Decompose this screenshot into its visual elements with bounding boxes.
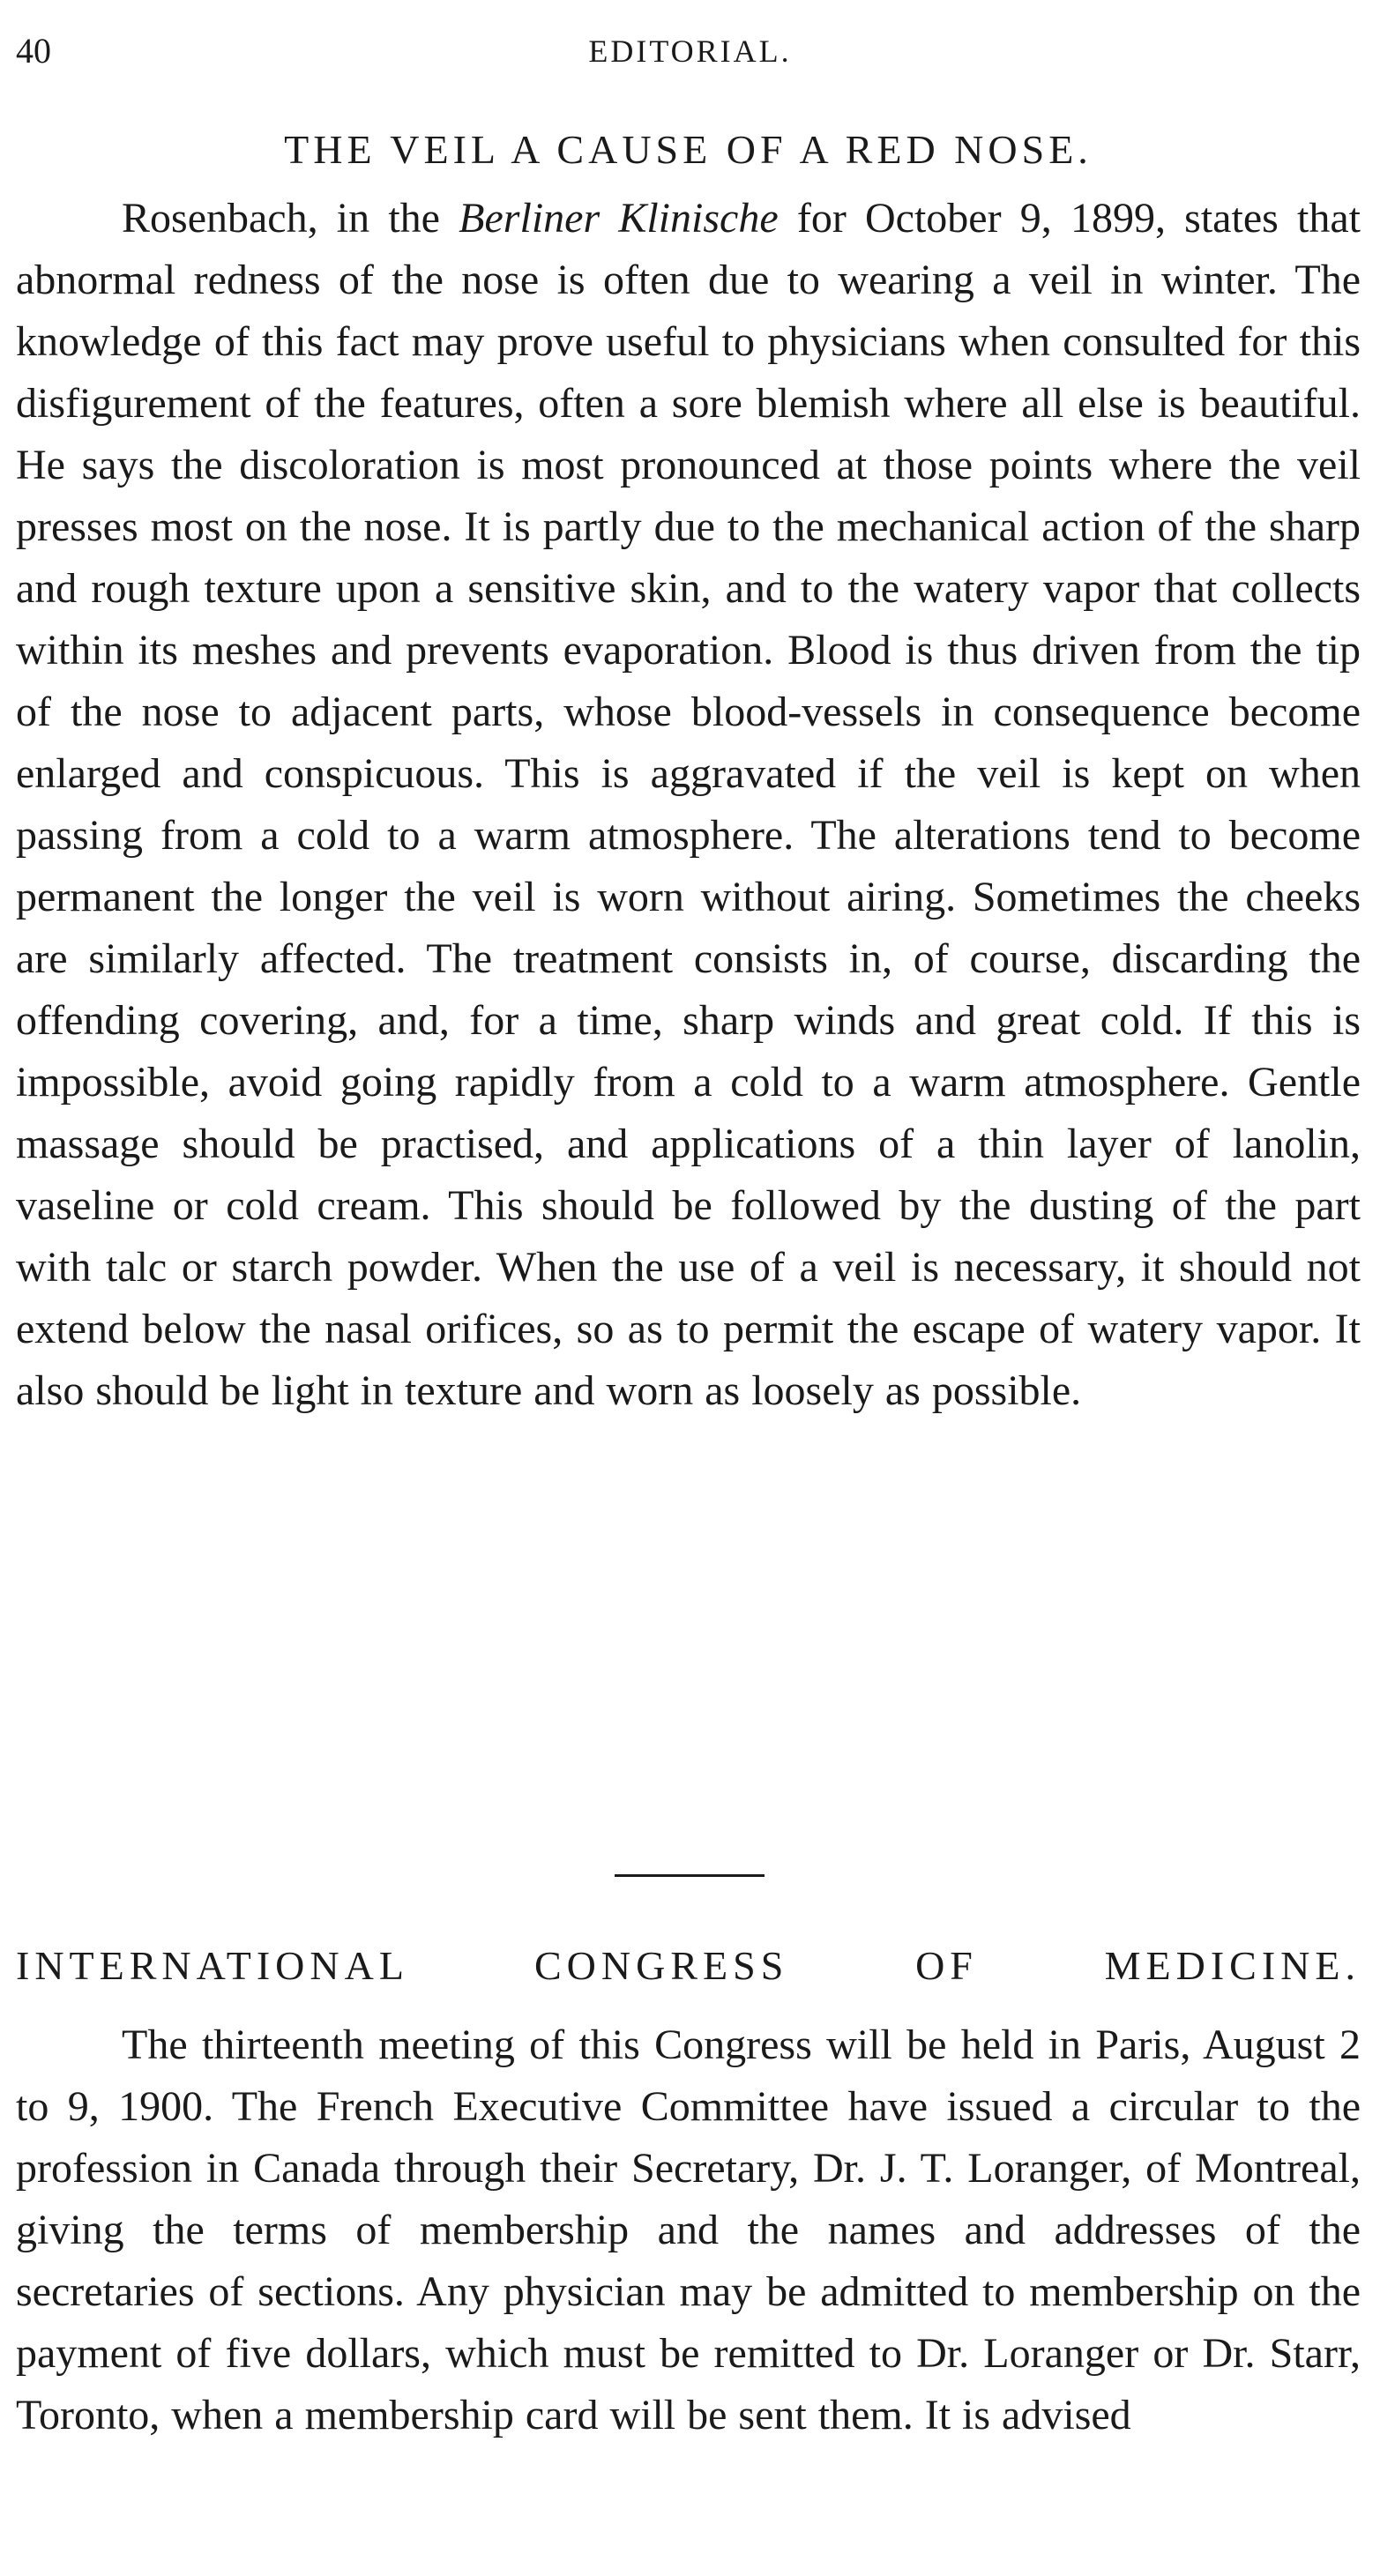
body-rest: for October 9, 1899, states that abnormal redness of the nose is often due to wearing a veil in winter. The knowledge of this fact may prove useful to physicians when consulted for this disfigurement of the features, often a sore blemish where all else is beautiful. He says the discoloration is most pronounced at those points where the veil presses most on the nose. It is partly due to the mechanical action of the sharp and rough texture upon a sensitive skin, and to the watery vapor that collects within its meshes and prevents evaporation. Blood is thus driven from the tip of the nose to adjacent parts, whose blood-vessels in consequence become enlarged and conspicuous. This is aggravated if the veil is kept on when passing from a cold to a warm atmosphere. The alterations tend to become permanent the longer the veil is worn without airing. Sometimes the cheeks are similarly affected. The treatment consists in, of course, discarding the offending covering, and, for a time, sharp winds and great cold. If this is impossible, avoid going rapidly from a cold to a warm atmosphere. Gentle massage should be practised, and applications of a thin layer of lanolin, vaseline or cold cream. This should be followed by the dusting of the part with talc or starch powder. When the use of a veil is necessary, it should not extend below the nasal orifices, so as to permit the escape of watery vapor. It also should be light in texture and worn as loosely as possible. xyxy=(16,195,1361,1414)
body-prefix: Rosenbach, in the xyxy=(122,195,459,242)
page-number: 40 xyxy=(16,31,51,71)
article-body xyxy=(16,188,1361,1422)
running-head xyxy=(16,25,1364,78)
article-title: INTERNATIONAL CONGRESS OF MEDICINE. xyxy=(16,1943,1361,1988)
article-body: The thirteenth meeting of this Congress will be held in Paris, August 2 to 9, 1900. The French Executive Committee have issued a circular to the profession in Canada through their Secretary, Dr. J. T. Loranger, of Montreal, giving the terms of membership and the names and addresses of the secretaries of sections. Any physician may be admitted to membership on the payment of five dollars, which must be remitted to Dr. Loranger or Dr. Starr, Toronto, when a membership card will be sent them. It is advised xyxy=(16,2021,1361,2438)
running-section-title: EDITORIAL. xyxy=(588,34,792,69)
article-title: THE VEIL A CAUSE OF A RED NOSE. xyxy=(284,127,1093,172)
article-veil-red-nose xyxy=(16,119,1361,1422)
section-divider xyxy=(615,1874,765,1877)
journal-name: Berliner Klinische xyxy=(459,195,779,242)
article-international-congress xyxy=(16,1935,1361,2446)
